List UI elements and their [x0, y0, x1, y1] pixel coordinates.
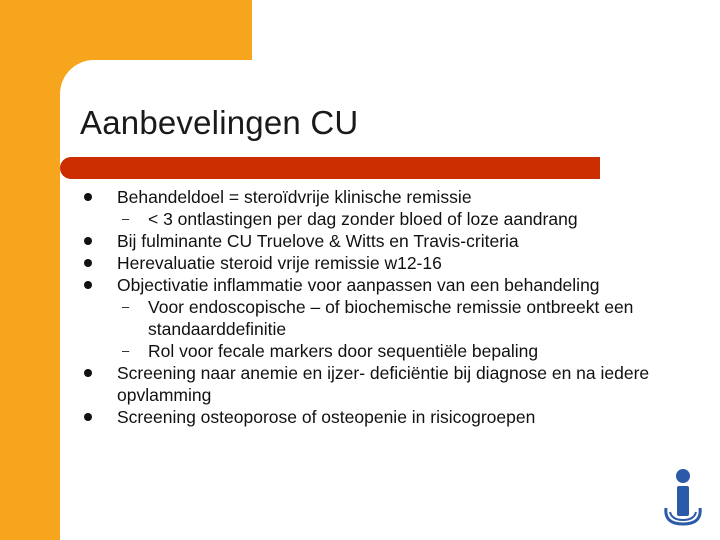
slide-title: Aanbevelingen CU [80, 104, 359, 141]
bullet-item: Herevaluatie steroid vrije remissie w12-16 [80, 252, 710, 274]
sub-bullet-item: – Rol voor fecale markers door sequentiële bepaling [80, 340, 710, 362]
bullet-item: Behandeldoel = steroïdvrije klinische remissie [80, 186, 710, 208]
bullet-item: Screening naar anemie en ijzer- deficiëntie bij diagnose en na iedere opvlamming [80, 362, 710, 406]
bullet-item: Screening osteoporose of osteopenie in risicogroepen [80, 406, 710, 428]
sub-bullet-item: – Voor endoscopische – of biochemische remissie ontbreekt een standaarddefinitie [80, 296, 710, 340]
bullet-item: Objectivatie inflammatie voor aanpassen van een behandeling [80, 274, 710, 296]
info-i-logo-icon [660, 468, 706, 530]
title-underline-bar [60, 157, 600, 179]
bullet-item: Bij fulminante CU Truelove & Witts en Travis-criteria [80, 230, 710, 252]
sub-bullet-item: – < 3 ontlastingen per dag zonder bloed of loze aandrang [80, 208, 710, 230]
bullet-list [80, 186, 710, 428]
